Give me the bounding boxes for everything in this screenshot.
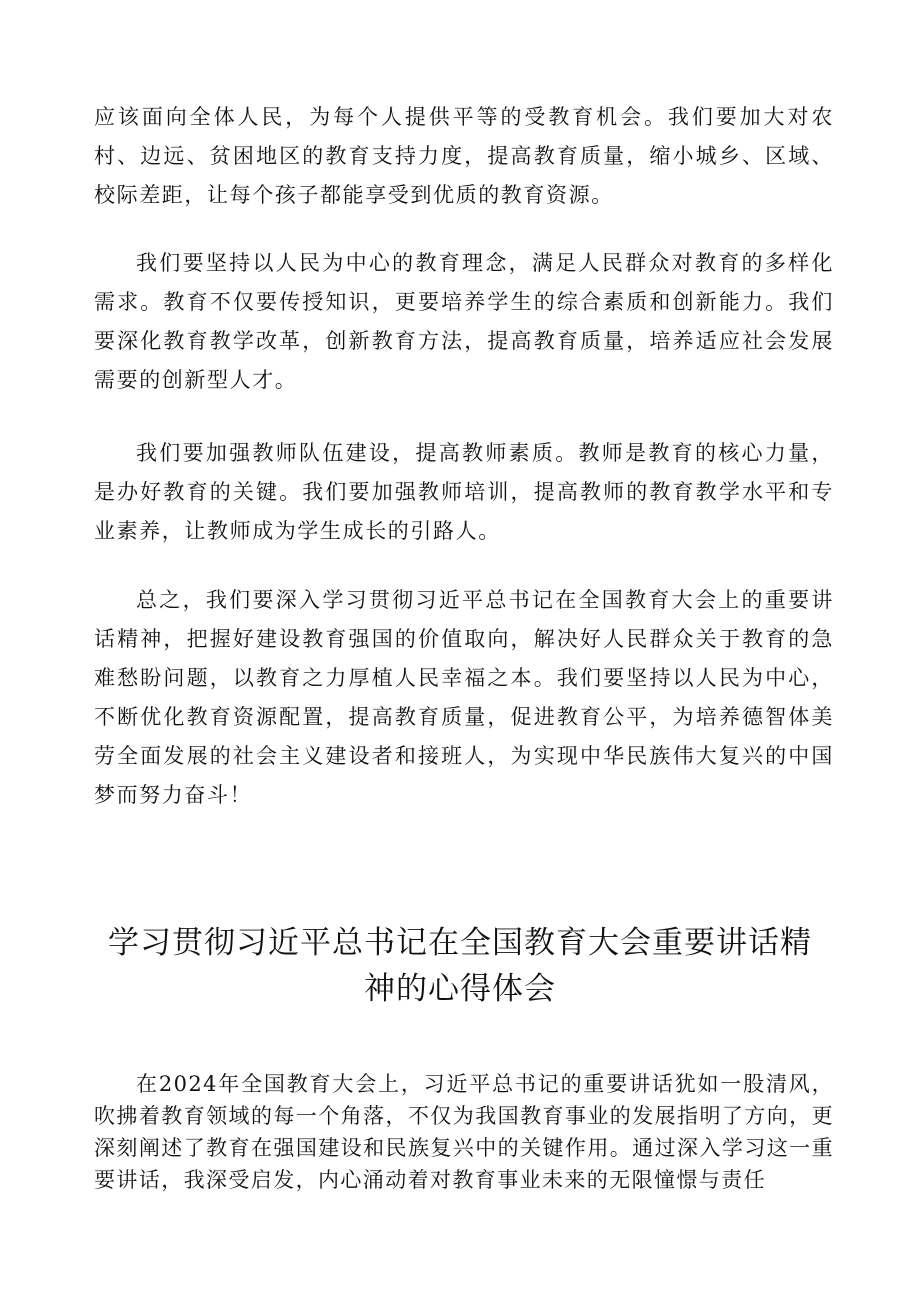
body-paragraph-conclusion: 总之，我们要深入学习贯彻习近平总书记在全国教育大会上的重要讲话精神，把握好建设教育强国的价值取向，解决好人民群众关于教育的急难愁盼问题，以教育之力厚植人民幸福之本。我们要坚持以人民为中心，不断优化教育资源配置，提高教育质量，促进教育公平，为培养德智体美劳全面发展的社会主义建设者和接班人，为实现中华民族伟大复兴的中国梦而努力奋斗！ (94, 588, 834, 807)
body-paragraph: 我们要坚持以人民为中心的教育理念，满足人民群众对教育的多样化需求。教育不仅要传授知识，更要培养学生的综合素质和创新能力。我们要深化教育教学改革，创新教育方法，提高教育质量，培养适应社会发展需要的创新型人才。 (94, 251, 834, 392)
body-paragraph: 我们要加强教师队伍建设，提高教师素质。教师是教育的核心力量，是办好教育的关键。我们要加强教师培训，提高教师的教育教学水平和专业素养，让教师成为学生成长的引路人。 (94, 441, 834, 543)
section-intro-paragraph: 在2024年全国教育大会上，习近平总书记的重要讲话犹如一股清风，吹拂着教育领域的每一个角落，不仅为我国教育事业的发展指明了方向，更深刻阐述了教育在强国建设和民族复兴中的关键作用。通过深入学习这一重要讲话，我深受启发，内心涌动着对教育事业未来的无限憧憬与责任 (94, 1072, 834, 1192)
body-paragraph-continued: 应该面向全体人民，为每个人提供平等的受教育机会。我们要加大对农村、边远、贫困地区的教育支持力度，提高教育质量，缩小城乡、区域、校际差距，让每个孩子都能享受到优质的教育资源。 (94, 105, 834, 207)
section-title: 学习贯彻习近平总书记在全国教育大会重要讲话精神的心得体会 (108, 925, 812, 1007)
